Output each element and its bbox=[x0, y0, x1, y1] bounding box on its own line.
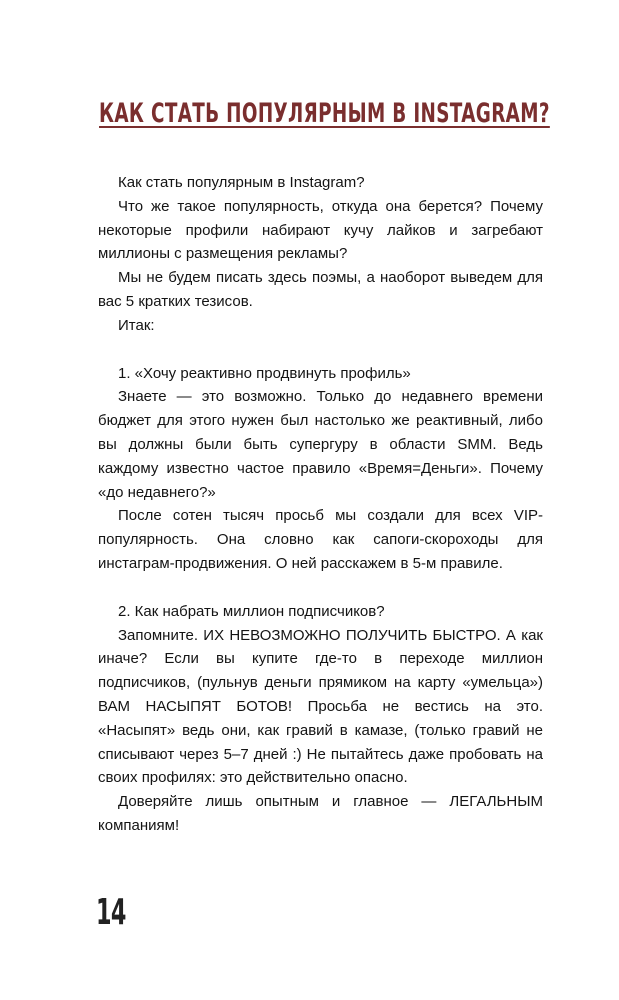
paragraph: Запомните. ИХ НЕВОЗМОЖНО ПОЛУЧИТЬ БЫСТРО. А как иначе? Если вы купите где-то в переходе миллион подписчиков, (пульнув деньги прямиком на карту «умельца») ВАМ НАСЫПЯТ БОТОВ! Просьба не вестись на это. «Насыпят» ведь они, как гравий в камазе, (только гравий не списывают через 5–7 дней :) Не пытайтесь даже пробовать на своих профилях: это действительно опасно. bbox=[98, 626, 543, 787]
spacer bbox=[98, 338, 543, 362]
paragraph: Мы не будем писать здесь поэмы, а наоборот выведем для вас 5 кратких тезисов. bbox=[98, 269, 543, 310]
section-heading-2: 2. Как набрать миллион подписчиков? bbox=[118, 602, 385, 620]
paragraph: После сотен тысяч просьб мы создали для всех VIP-популярность. Она словно как сапоги-скороходы для инстаграм-продвижения. О ней расскажем в 5-м правиле. bbox=[98, 507, 543, 572]
paragraph: Доверяйте лишь опытным и главное — ЛЕГАЛЬНЫМ компаниям! bbox=[98, 793, 543, 834]
page-number: 14 bbox=[96, 892, 126, 933]
paragraph: Знаете — это возможно. Только до недавнего времени бюджет для этого нужен был настолько же реактивный, либо вы должны были быть супергуру в области SMM. Ведь каждому известно частое правило «Время=Деньги». Почему «до недавнего?» bbox=[98, 388, 543, 501]
paragraph: Что же такое популярность, откуда она берется? Почему некоторые профили набирают кучу лайков и загребают миллионы с размещения рекламы? bbox=[98, 197, 543, 263]
section-heading-1: 1. «Хочу реактивно продвинуть профиль» bbox=[118, 364, 411, 382]
paragraph: Итак: bbox=[118, 316, 155, 334]
body-text bbox=[98, 171, 543, 838]
chapter-title: КАК СТАТЬ ПОПУЛЯРНЫМ В INSTAGRAM? bbox=[99, 98, 550, 129]
spacer bbox=[98, 576, 543, 600]
paragraph: Как стать популярным в Instagram? bbox=[118, 174, 365, 191]
